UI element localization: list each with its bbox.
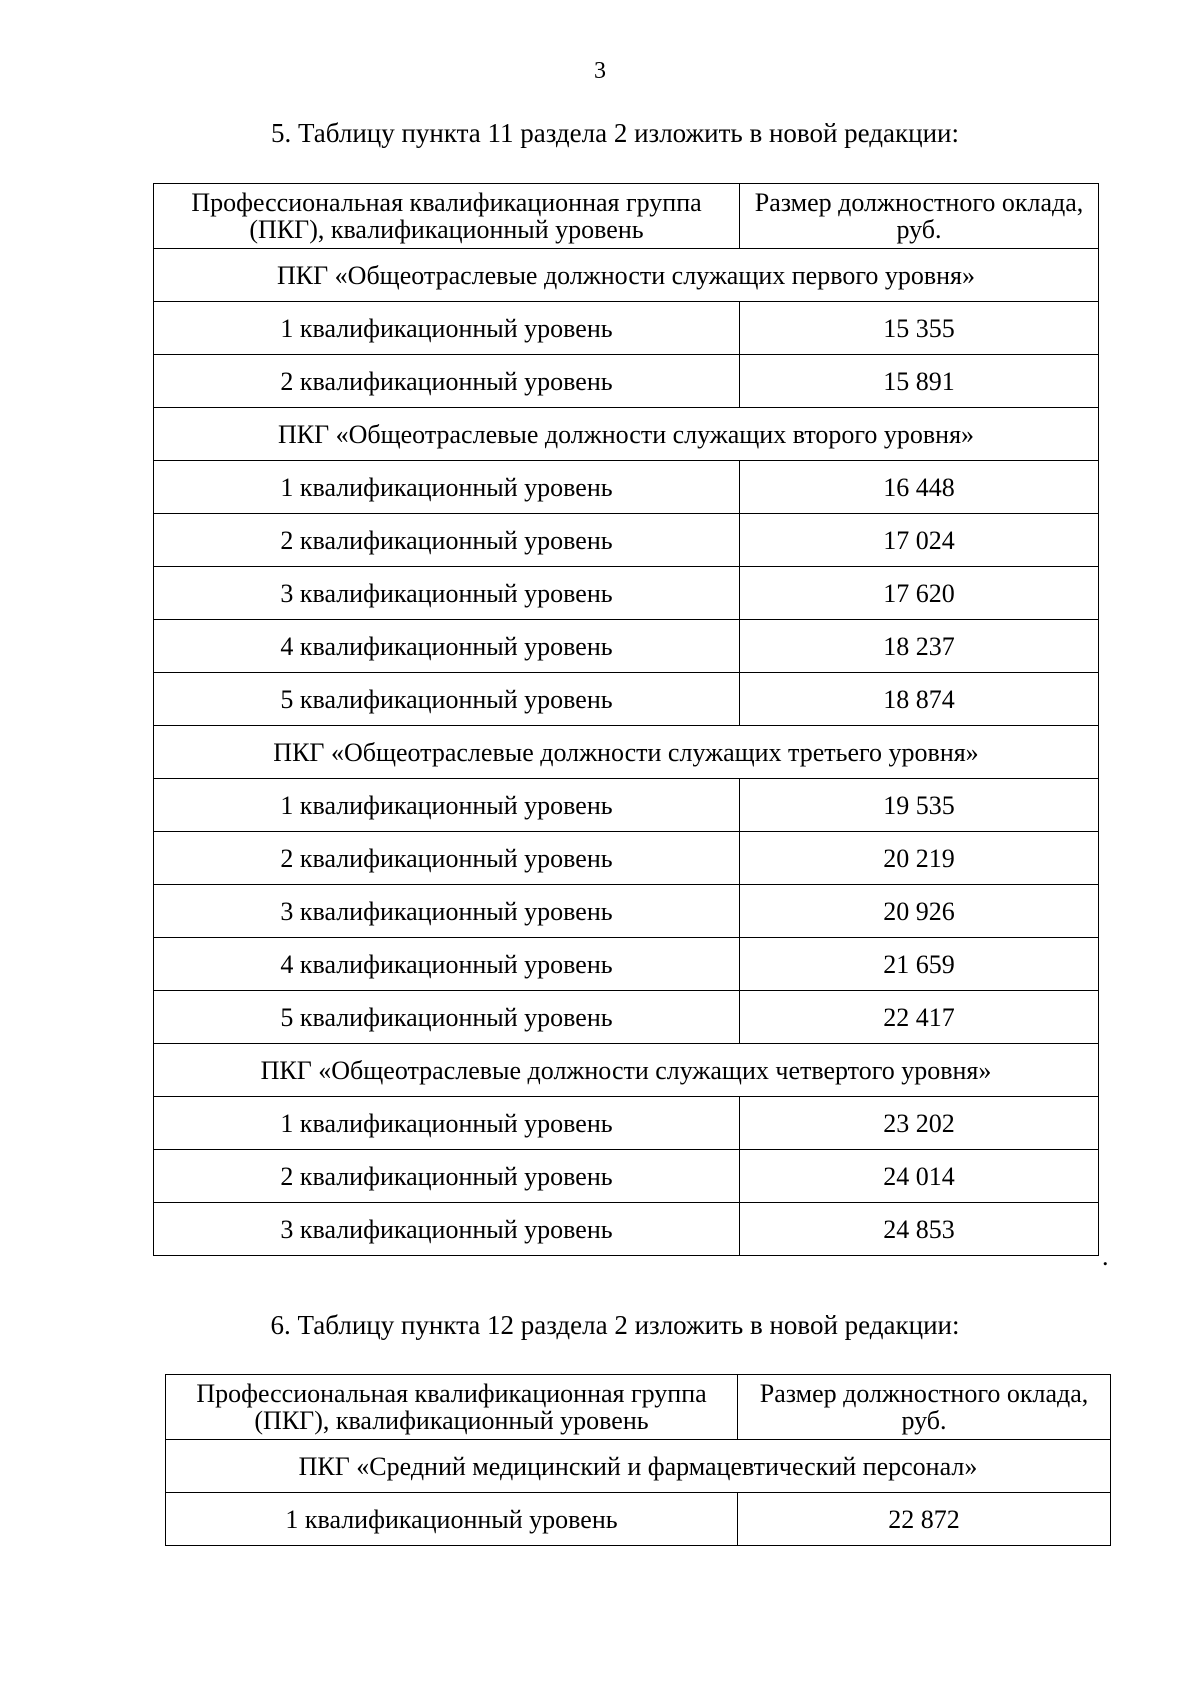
salary-cell: 21 659: [740, 938, 1099, 991]
level-cell: 2 квалификационный уровень: [154, 1150, 740, 1203]
salary-cell: 18 874: [740, 673, 1099, 726]
table-row: [154, 461, 1099, 514]
table-row: [154, 567, 1099, 620]
salary-cell: 15 891: [740, 355, 1099, 408]
salary-table-section-6: [165, 1374, 1111, 1546]
table-header-row: [154, 184, 1099, 249]
group-title-cell: ПКГ «Общеотраслевые должности служащих первого уровня»: [154, 249, 1099, 302]
table-row: [154, 885, 1099, 938]
page-number: 3: [594, 58, 606, 84]
table-row: [154, 938, 1099, 991]
level-cell: 1 квалификационный уровень: [154, 779, 740, 832]
group-title-row: [166, 1440, 1111, 1493]
group-title-cell: ПКГ «Средний медицинский и фармацевтический персонал»: [166, 1440, 1111, 1493]
table-row: [154, 1097, 1099, 1150]
level-cell: 2 квалификационный уровень: [154, 832, 740, 885]
table-row: [154, 620, 1099, 673]
group-title-row: [154, 726, 1099, 779]
salary-cell: 16 448: [740, 461, 1099, 514]
group-title-row: [154, 408, 1099, 461]
table-row: [154, 779, 1099, 832]
header-cell-group: Профессиональная квалификационная группа (ПКГ), квалификационный уровень: [166, 1375, 738, 1440]
table-row: [154, 514, 1099, 567]
salary-cell: 22 417: [740, 991, 1099, 1044]
group-title-cell: ПКГ «Общеотраслевые должности служащих второго уровня»: [154, 408, 1099, 461]
salary-cell: 20 219: [740, 832, 1099, 885]
table-header-row: [166, 1375, 1111, 1440]
salary-cell: 24 014: [740, 1150, 1099, 1203]
level-cell: 2 квалификационный уровень: [154, 355, 740, 408]
salary-cell: 17 024: [740, 514, 1099, 567]
level-cell: 3 квалификационный уровень: [154, 885, 740, 938]
salary-cell: 18 237: [740, 620, 1099, 673]
level-cell: 2 квалификационный уровень: [154, 514, 740, 567]
salary-cell: 24 853: [740, 1203, 1099, 1256]
level-cell: 3 квалификационный уровень: [154, 1203, 740, 1256]
table-row: [154, 1203, 1099, 1256]
salary-cell: 22 872: [738, 1493, 1111, 1546]
salary-table-section-5: [153, 183, 1099, 1256]
trailing-period: .: [1102, 1242, 1109, 1271]
table-row: [154, 1150, 1099, 1203]
table-row: [154, 991, 1099, 1044]
salary-cell: 23 202: [740, 1097, 1099, 1150]
group-title-cell: ПКГ «Общеотраслевые должности служащих четвертого уровня»: [154, 1044, 1099, 1097]
level-cell: 1 квалификационный уровень: [154, 1097, 740, 1150]
table-row: [154, 832, 1099, 885]
salary-cell: 20 926: [740, 885, 1099, 938]
header-cell-salary: Размер должностного оклада, руб.: [740, 184, 1099, 249]
table-row: [166, 1493, 1111, 1546]
level-cell: 4 квалификационный уровень: [154, 620, 740, 673]
group-title-cell: ПКГ «Общеотраслевые должности служащих третьего уровня»: [154, 726, 1099, 779]
level-cell: 1 квалификационный уровень: [154, 302, 740, 355]
level-cell: 3 квалификационный уровень: [154, 567, 740, 620]
level-cell: 1 квалификационный уровень: [166, 1493, 738, 1546]
table-row: [154, 355, 1099, 408]
level-cell: 4 квалификационный уровень: [154, 938, 740, 991]
section-6-heading: 6. Таблицу пункта 12 раздела 2 изложить в новой редакции:: [270, 1310, 960, 1340]
header-cell-group: Профессиональная квалификационная группа (ПКГ), квалификационный уровень: [154, 184, 740, 249]
salary-cell: 19 535: [740, 779, 1099, 832]
salary-cell: 17 620: [740, 567, 1099, 620]
level-cell: 5 квалификационный уровень: [154, 673, 740, 726]
level-cell: 1 квалификационный уровень: [154, 461, 740, 514]
table-row: [154, 673, 1099, 726]
level-cell: 5 квалификационный уровень: [154, 991, 740, 1044]
group-title-row: [154, 1044, 1099, 1097]
salary-cell: 15 355: [740, 302, 1099, 355]
header-cell-salary: Размер должностного оклада, руб.: [738, 1375, 1111, 1440]
section-5-heading: 5. Таблицу пункта 11 раздела 2 изложить в новой редакции:: [270, 118, 959, 148]
table-row: [154, 302, 1099, 355]
group-title-row: [154, 249, 1099, 302]
